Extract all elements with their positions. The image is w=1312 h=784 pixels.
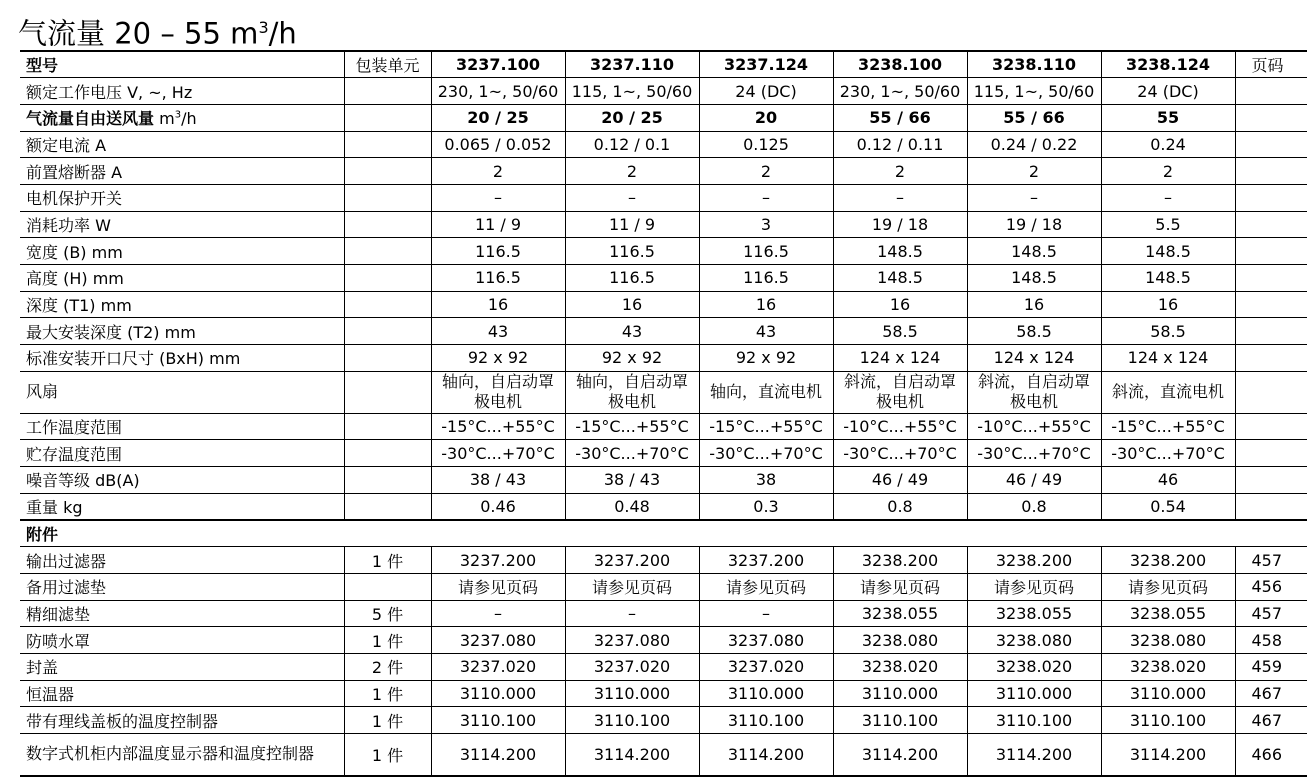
spec-row bbox=[20, 440, 1307, 467]
page-cell bbox=[1235, 318, 1307, 345]
spec-value: 轴向，自启动罩极电机 bbox=[565, 371, 699, 413]
page-cell bbox=[1235, 345, 1307, 372]
pack-cell bbox=[344, 291, 431, 318]
spec-value: 148.5 bbox=[967, 265, 1101, 292]
spec-row bbox=[20, 493, 1307, 520]
spec-label: 额定工作电压 V, ~, Hz bbox=[20, 78, 344, 105]
spec-value: – bbox=[565, 184, 699, 211]
spec-value: 116.5 bbox=[431, 265, 565, 292]
page-cell bbox=[1235, 184, 1307, 211]
spec-value: 148.5 bbox=[1101, 238, 1235, 265]
spec-value: 11 / 9 bbox=[565, 211, 699, 238]
accessory-row bbox=[20, 573, 1307, 600]
accessory-label: 数字式机柜内部温度显示器和温度控制器 bbox=[20, 734, 344, 776]
spec-label: 噪音等级 dB(A) bbox=[20, 467, 344, 494]
spec-value: 3 bbox=[699, 211, 833, 238]
spec-value: -15°C...+55°C bbox=[431, 413, 565, 440]
spec-label: 标准安装开口尺寸 (BxH) mm bbox=[20, 345, 344, 372]
spec-label: 最大安装深度 (T2) mm bbox=[20, 318, 344, 345]
accessory-part-number: 3110.000 bbox=[1101, 680, 1235, 707]
spec-value: 92 x 92 bbox=[431, 345, 565, 372]
page-cell bbox=[1235, 131, 1307, 158]
title-superscript: 3 bbox=[258, 18, 269, 37]
header-row bbox=[20, 51, 1307, 78]
accessory-part-number: 请参见页码 bbox=[431, 573, 565, 600]
accessory-page: 456 bbox=[1235, 573, 1307, 600]
spec-row bbox=[20, 467, 1307, 494]
spec-label: 工作温度范围 bbox=[20, 413, 344, 440]
pack-cell bbox=[344, 345, 431, 372]
accessory-page: 457 bbox=[1235, 547, 1307, 574]
accessory-part-number: – bbox=[431, 600, 565, 627]
spec-value: 46 bbox=[1101, 467, 1235, 494]
spec-value: 0.48 bbox=[565, 493, 699, 520]
pack-cell bbox=[344, 318, 431, 345]
accessory-row bbox=[20, 680, 1307, 707]
spec-value: 2 bbox=[699, 158, 833, 185]
accessory-part-number: 3237.200 bbox=[699, 547, 833, 574]
title-text: 气流量 20 – 55 m bbox=[18, 16, 259, 51]
spec-label: 贮存温度范围 bbox=[20, 440, 344, 467]
accessory-part-number: 3114.200 bbox=[1101, 734, 1235, 776]
accessory-part-number: 3114.200 bbox=[833, 734, 967, 776]
accessory-row bbox=[20, 547, 1307, 574]
spec-value: 58.5 bbox=[967, 318, 1101, 345]
spec-value: 46 / 49 bbox=[967, 467, 1101, 494]
accessory-row bbox=[20, 627, 1307, 654]
accessory-part-number: 3238.055 bbox=[1101, 600, 1235, 627]
page-header: 页码 bbox=[1235, 51, 1307, 78]
spec-row bbox=[20, 318, 1307, 345]
accessory-part-number: 3110.000 bbox=[565, 680, 699, 707]
spec-label bbox=[20, 104, 344, 131]
spec-value: -15°C...+55°C bbox=[699, 413, 833, 440]
accessory-label: 精细滤垫 bbox=[20, 600, 344, 627]
accessory-part-number: 3110.100 bbox=[833, 707, 967, 734]
accessory-part-number: 3238.080 bbox=[1101, 627, 1235, 654]
accessory-part-number: 3110.100 bbox=[431, 707, 565, 734]
spec-value: 0.3 bbox=[699, 493, 833, 520]
spec-value: 19 / 18 bbox=[967, 211, 1101, 238]
spec-value: 0.46 bbox=[431, 493, 565, 520]
spec-value: 0.12 / 0.11 bbox=[833, 131, 967, 158]
spec-row bbox=[20, 413, 1307, 440]
spec-value: 38 / 43 bbox=[431, 467, 565, 494]
pack-cell bbox=[344, 493, 431, 520]
accessory-part-number: 3237.020 bbox=[565, 653, 699, 680]
model-header: 3237.124 bbox=[699, 51, 833, 78]
page-cell bbox=[1235, 238, 1307, 265]
accessory-part-number: 3238.055 bbox=[833, 600, 967, 627]
spec-value: 0.125 bbox=[699, 131, 833, 158]
spec-value: 24 (DC) bbox=[1101, 78, 1235, 105]
accessory-part-number: 3237.200 bbox=[565, 547, 699, 574]
accessory-row bbox=[20, 600, 1307, 627]
spec-value: 92 x 92 bbox=[699, 345, 833, 372]
accessory-part-number: 3237.020 bbox=[699, 653, 833, 680]
spec-row bbox=[20, 131, 1307, 158]
spec-row bbox=[20, 184, 1307, 211]
spec-value: 16 bbox=[833, 291, 967, 318]
pack-cell bbox=[344, 238, 431, 265]
accessory-part-number: 3238.080 bbox=[967, 627, 1101, 654]
spec-value: 55 bbox=[1101, 104, 1235, 131]
accessory-pack: 1 件 bbox=[344, 547, 431, 574]
model-header: 3238.110 bbox=[967, 51, 1101, 78]
accessory-part-number: 3237.020 bbox=[431, 653, 565, 680]
spec-value: 2 bbox=[565, 158, 699, 185]
spec-row bbox=[20, 211, 1307, 238]
accessory-part-number: 3114.200 bbox=[565, 734, 699, 776]
spec-value: 20 / 25 bbox=[431, 104, 565, 131]
page-cell bbox=[1235, 78, 1307, 105]
spec-value: 斜流，直流电机 bbox=[1101, 371, 1235, 413]
spec-value: 116.5 bbox=[565, 238, 699, 265]
spec-value: 58.5 bbox=[1101, 318, 1235, 345]
spec-label: 宽度 (B) mm bbox=[20, 238, 344, 265]
accessory-part-number: 3110.100 bbox=[699, 707, 833, 734]
spec-value: 轴向，自启动罩极电机 bbox=[431, 371, 565, 413]
pack-cell bbox=[344, 211, 431, 238]
spec-value: 0.12 / 0.1 bbox=[565, 131, 699, 158]
spec-value: 0.065 / 0.052 bbox=[431, 131, 565, 158]
spec-label: 额定电流 A bbox=[20, 131, 344, 158]
spec-label: 风扇 bbox=[20, 371, 344, 413]
accessory-pack: 1 件 bbox=[344, 680, 431, 707]
spec-value: 16 bbox=[431, 291, 565, 318]
page-cell bbox=[1235, 440, 1307, 467]
spec-value: -30°C...+70°C bbox=[431, 440, 565, 467]
spec-value: 148.5 bbox=[833, 238, 967, 265]
spec-value: 124 x 124 bbox=[967, 345, 1101, 372]
spec-value: 20 / 25 bbox=[565, 104, 699, 131]
accessory-part-number: 请参见页码 bbox=[967, 573, 1101, 600]
accessory-label: 防喷水罩 bbox=[20, 627, 344, 654]
spec-value: 19 / 18 bbox=[833, 211, 967, 238]
spec-value: -30°C...+70°C bbox=[833, 440, 967, 467]
pack-cell bbox=[344, 104, 431, 131]
spec-row bbox=[20, 345, 1307, 372]
spec-value: 124 x 124 bbox=[1101, 345, 1235, 372]
spec-label: 消耗功率 W bbox=[20, 211, 344, 238]
spec-value: -30°C...+70°C bbox=[1101, 440, 1235, 467]
pack-cell bbox=[344, 78, 431, 105]
accessory-part-number: 3110.000 bbox=[431, 680, 565, 707]
accessory-part-number: 3110.100 bbox=[1101, 707, 1235, 734]
spec-value: 43 bbox=[699, 318, 833, 345]
page-cell bbox=[1235, 265, 1307, 292]
spec-value: 148.5 bbox=[833, 265, 967, 292]
accessory-row bbox=[20, 707, 1307, 734]
spec-value: 斜流，自启动罩极电机 bbox=[967, 371, 1101, 413]
accessory-part-number: 3114.200 bbox=[967, 734, 1101, 776]
accessory-part-number: – bbox=[565, 600, 699, 627]
accessory-page: 467 bbox=[1235, 707, 1307, 734]
spec-value: 2 bbox=[431, 158, 565, 185]
spec-value: -30°C...+70°C bbox=[699, 440, 833, 467]
spec-value: 148.5 bbox=[967, 238, 1101, 265]
type-header: 型号 bbox=[20, 51, 344, 78]
spec-value: 0.8 bbox=[833, 493, 967, 520]
spec-value: – bbox=[699, 184, 833, 211]
accessory-part-number: 请参见页码 bbox=[699, 573, 833, 600]
spec-value: 0.8 bbox=[967, 493, 1101, 520]
spec-value: 16 bbox=[699, 291, 833, 318]
spec-value: 轴向，直流电机 bbox=[699, 371, 833, 413]
accessory-part-number: 3238.020 bbox=[967, 653, 1101, 680]
spec-value: 16 bbox=[565, 291, 699, 318]
accessory-page: 467 bbox=[1235, 680, 1307, 707]
accessory-part-number: 请参见页码 bbox=[833, 573, 967, 600]
spec-value: 11 / 9 bbox=[431, 211, 565, 238]
spec-label: 高度 (H) mm bbox=[20, 265, 344, 292]
spec-value: 0.24 bbox=[1101, 131, 1235, 158]
spec-value: 38 / 43 bbox=[565, 467, 699, 494]
spec-value: 38 bbox=[699, 467, 833, 494]
pack-cell bbox=[344, 184, 431, 211]
accessories-section-row bbox=[20, 520, 1307, 547]
pack-cell bbox=[344, 467, 431, 494]
spec-value: 116.5 bbox=[699, 238, 833, 265]
spec-value: 20 bbox=[699, 104, 833, 131]
pack-cell bbox=[344, 158, 431, 185]
accessory-part-number: 3238.200 bbox=[1101, 547, 1235, 574]
spec-value: 116.5 bbox=[431, 238, 565, 265]
pack-cell bbox=[344, 265, 431, 292]
spec-value: 43 bbox=[565, 318, 699, 345]
accessory-part-number: 3238.055 bbox=[967, 600, 1101, 627]
spec-value: -15°C...+55°C bbox=[565, 413, 699, 440]
accessory-page: 457 bbox=[1235, 600, 1307, 627]
accessory-part-number: 3114.200 bbox=[431, 734, 565, 776]
spec-row bbox=[20, 104, 1307, 131]
model-header: 3238.100 bbox=[833, 51, 967, 78]
spec-row bbox=[20, 78, 1307, 105]
spec-label-unit: m bbox=[154, 109, 175, 129]
spec-value: – bbox=[967, 184, 1101, 211]
spec-value: 0.54 bbox=[1101, 493, 1235, 520]
spec-label-sup: 3 bbox=[174, 109, 182, 121]
spec-label: 电机保护开关 bbox=[20, 184, 344, 211]
spec-value: 230, 1~, 50/60 bbox=[431, 78, 565, 105]
accessory-part-number: 3238.020 bbox=[1101, 653, 1235, 680]
page-cell bbox=[1235, 104, 1307, 131]
spec-value: 124 x 124 bbox=[833, 345, 967, 372]
accessory-part-number: 3237.200 bbox=[431, 547, 565, 574]
spec-value: 58.5 bbox=[833, 318, 967, 345]
spec-value: 5.5 bbox=[1101, 211, 1235, 238]
accessory-pack: 1 件 bbox=[344, 734, 431, 776]
spec-table-body bbox=[20, 51, 1307, 776]
spec-value: – bbox=[833, 184, 967, 211]
spec-row bbox=[20, 371, 1307, 413]
spec-value: 2 bbox=[833, 158, 967, 185]
title-unit-tail: /h bbox=[268, 16, 297, 51]
spec-label-tail: /h bbox=[181, 109, 197, 129]
model-header: 3237.110 bbox=[565, 51, 699, 78]
accessory-page: 466 bbox=[1235, 734, 1307, 776]
accessory-part-number: 3114.200 bbox=[699, 734, 833, 776]
accessory-part-number: 3238.200 bbox=[833, 547, 967, 574]
accessory-part-number: 3237.080 bbox=[431, 627, 565, 654]
spec-value: -10°C...+55°C bbox=[833, 413, 967, 440]
spec-value: 230, 1~, 50/60 bbox=[833, 78, 967, 105]
spec-value: 2 bbox=[967, 158, 1101, 185]
accessory-row bbox=[20, 653, 1307, 680]
accessory-part-number: 3238.020 bbox=[833, 653, 967, 680]
spec-value: – bbox=[431, 184, 565, 211]
accessory-label: 备用过滤垫 bbox=[20, 573, 344, 600]
page-cell bbox=[1235, 158, 1307, 185]
accessory-pack: 2 件 bbox=[344, 653, 431, 680]
spec-table bbox=[20, 50, 1307, 777]
accessory-part-number: 3237.080 bbox=[565, 627, 699, 654]
spec-row bbox=[20, 238, 1307, 265]
accessory-part-number: 3110.000 bbox=[699, 680, 833, 707]
model-header: 3237.100 bbox=[431, 51, 565, 78]
accessory-label: 带有理线盖板的温度控制器 bbox=[20, 707, 344, 734]
page-cell bbox=[1235, 467, 1307, 494]
accessory-pack: 1 件 bbox=[344, 707, 431, 734]
page-title bbox=[18, 8, 297, 51]
accessory-part-number: – bbox=[699, 600, 833, 627]
accessory-pack bbox=[344, 573, 431, 600]
pack-header: 包装单元 bbox=[344, 51, 431, 78]
spec-value: 116.5 bbox=[565, 265, 699, 292]
accessory-part-number: 3110.100 bbox=[967, 707, 1101, 734]
spec-value: -30°C...+70°C bbox=[565, 440, 699, 467]
accessory-label: 恒温器 bbox=[20, 680, 344, 707]
accessory-part-number: 3110.000 bbox=[833, 680, 967, 707]
accessory-pack: 1 件 bbox=[344, 627, 431, 654]
accessory-label: 封盖 bbox=[20, 653, 344, 680]
spec-value: 16 bbox=[1101, 291, 1235, 318]
page-cell bbox=[1235, 493, 1307, 520]
pack-cell bbox=[344, 371, 431, 413]
spec-value: 46 / 49 bbox=[833, 467, 967, 494]
spec-value: 55 / 66 bbox=[967, 104, 1101, 131]
accessory-page: 459 bbox=[1235, 653, 1307, 680]
accessory-part-number: 3238.200 bbox=[967, 547, 1101, 574]
pack-cell bbox=[344, 440, 431, 467]
spec-row bbox=[20, 158, 1307, 185]
accessory-pack: 5 件 bbox=[344, 600, 431, 627]
spec-value: -15°C...+55°C bbox=[1101, 413, 1235, 440]
spec-value: 2 bbox=[1101, 158, 1235, 185]
accessory-part-number: 3110.100 bbox=[565, 707, 699, 734]
spec-label-bold: 气流量自由送风量 bbox=[26, 109, 155, 129]
spec-value: -10°C...+55°C bbox=[967, 413, 1101, 440]
accessory-page: 458 bbox=[1235, 627, 1307, 654]
spec-value: 16 bbox=[967, 291, 1101, 318]
accessory-part-number: 请参见页码 bbox=[1101, 573, 1235, 600]
pack-cell bbox=[344, 131, 431, 158]
accessory-label: 输出过滤器 bbox=[20, 547, 344, 574]
spec-value: – bbox=[1101, 184, 1235, 211]
spec-value: 斜流，自启动罩极电机 bbox=[833, 371, 967, 413]
spec-value: 24 (DC) bbox=[699, 78, 833, 105]
spec-label: 前置熔断器 A bbox=[20, 158, 344, 185]
accessory-part-number: 3110.000 bbox=[967, 680, 1101, 707]
spec-value: 43 bbox=[431, 318, 565, 345]
spec-value: 115, 1~, 50/60 bbox=[565, 78, 699, 105]
spec-label: 深度 (T1) mm bbox=[20, 291, 344, 318]
page-cell bbox=[1235, 413, 1307, 440]
accessory-part-number: 3238.080 bbox=[833, 627, 967, 654]
page-cell bbox=[1235, 211, 1307, 238]
accessory-part-number: 3237.080 bbox=[699, 627, 833, 654]
spec-value: 116.5 bbox=[699, 265, 833, 292]
spec-value: 148.5 bbox=[1101, 265, 1235, 292]
spec-label: 重量 kg bbox=[20, 493, 344, 520]
spec-row bbox=[20, 291, 1307, 318]
accessory-part-number: 请参见页码 bbox=[565, 573, 699, 600]
accessories-heading: 附件 bbox=[20, 520, 1307, 547]
model-header: 3238.124 bbox=[1101, 51, 1235, 78]
spec-value: 115, 1~, 50/60 bbox=[967, 78, 1101, 105]
pack-cell bbox=[344, 413, 431, 440]
spec-row bbox=[20, 265, 1307, 292]
page-cell bbox=[1235, 291, 1307, 318]
spec-value: 0.24 / 0.22 bbox=[967, 131, 1101, 158]
page-cell bbox=[1235, 371, 1307, 413]
accessory-row bbox=[20, 734, 1307, 776]
spec-value: 55 / 66 bbox=[833, 104, 967, 131]
spec-value: -30°C...+70°C bbox=[967, 440, 1101, 467]
spec-value: 92 x 92 bbox=[565, 345, 699, 372]
